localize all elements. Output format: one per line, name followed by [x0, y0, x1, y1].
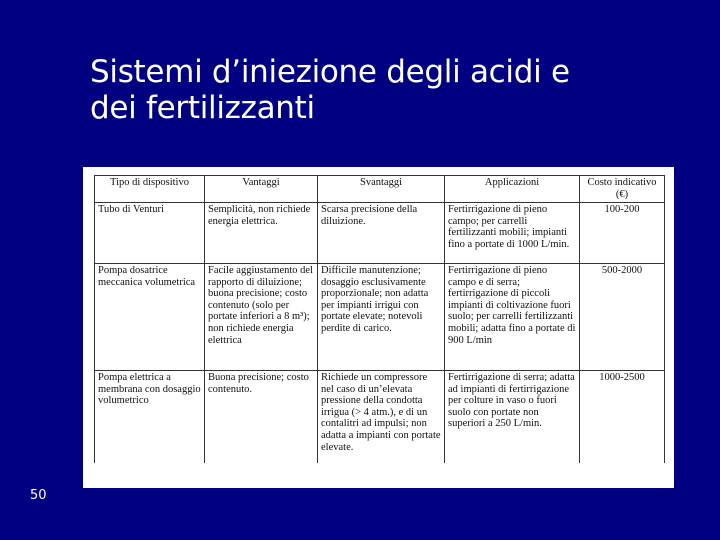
- header-cost: Costo indicativo (€): [580, 176, 665, 203]
- cell-applications: Fertirrigazione di serra; adatta ad impianti di fertirrigazione per colture in vaso o fuori suolo con portate non superiori a 250 L/min.: [445, 371, 580, 464]
- table-row: [95, 371, 665, 464]
- cell-disadvantages: Difficile manutenzione; dosaggio esclusivamente proporzionale; non adatta per impianti irrigui con portate elevate; notevoli perdite di carico.: [318, 264, 445, 371]
- cell-advantages: Facile aggiustamento del rapporto di diluizione; buona precisione; costo contenuto (solo per portate inferiori a 8 m³); non richiede energia elettrica: [205, 264, 318, 371]
- cell-device: Pompa dosatrice meccanica volumetrica: [95, 264, 205, 371]
- table-header-row: [95, 176, 665, 203]
- fertilizer-injection-table-image: [83, 167, 674, 488]
- table-row: [95, 264, 665, 371]
- slide-title-line-2: dei fertilizzanti: [90, 90, 315, 126]
- cell-applications: Fertirrigazione di pieno campo; per carrelli fertilizzanti mobili; impianti fino a portate di 1000 L/min.: [445, 203, 580, 264]
- cell-cost: 500-2000: [580, 264, 665, 371]
- cell-device: Tubo di Venturi: [95, 203, 205, 264]
- cell-cost: 100-200: [580, 203, 665, 264]
- cell-device: Pompa elettrica a membrana con dosaggio volumetrico: [95, 371, 205, 464]
- header-applications: Applicazioni: [445, 176, 580, 203]
- slide-title-line-1: Sistemi d’iniezione degli acidi e: [90, 54, 570, 90]
- cell-applications: Fertirrigazione di pieno campo e di serra; fertirrigazione di piccoli impianti di coltivazione fuori suolo; per carrelli fertilizzanti mobili; adatta fino a portate di 900 L/min: [445, 264, 580, 371]
- page-number: 50: [30, 488, 47, 503]
- header-advantages: Vantaggi: [205, 176, 318, 203]
- table-row: [95, 203, 665, 264]
- injection-systems-table: [94, 175, 665, 463]
- cell-disadvantages: Scarsa precisione della diluizione.: [318, 203, 445, 264]
- header-disadvantages: Svantaggi: [318, 176, 445, 203]
- cell-disadvantages: Richiede un compressore nel caso di un’elevata pressione della condotta irrigua (> 4 atm.), e di un contalitri ad impulsi; non adatta a impianti con portate elevate.: [318, 371, 445, 464]
- slide-title: [90, 54, 690, 126]
- cell-advantages: Buona precisione; costo contenuto.: [205, 371, 318, 464]
- header-device-type: Tipo di dispositivo: [95, 176, 205, 203]
- cell-cost: 1000-2500: [580, 371, 665, 464]
- cell-advantages: Semplicità, non richiede energia elettrica.: [205, 203, 318, 264]
